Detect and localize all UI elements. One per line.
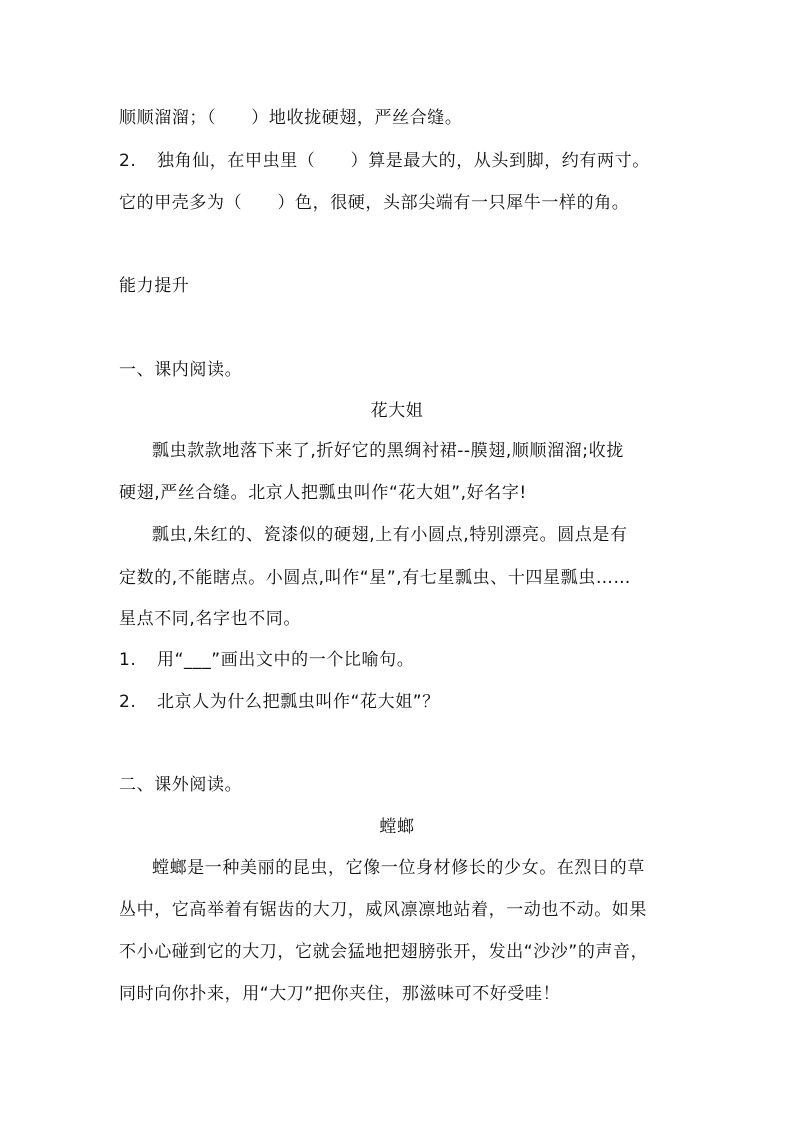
paragraph-line: 不小心碰到它的大刀，它就会猛地把翅膀张开，发出“沙沙”的声音， [119,942,649,962]
section-1-title: 花大姐 [370,401,424,421]
section-1-question-2 [119,690,440,714]
paragraph-line: 硬翅,严丝合缝。北京人把瓢虫叫作“花大姐”,好名字! [119,483,527,503]
paragraph-line: 瓢虫,朱红的、瓷漆似的硬翅,上有小圆点,特别漂亮。圆点是有 [152,525,628,545]
paragraph-line: 螳螂是一种美丽的昆虫，它像一位身材修长的少女。在烈日的草 [152,858,645,878]
question-number: 2. [119,151,137,171]
paragraph-line: 丛中，它高举着有锯齿的大刀，威风凛凛地站着，一动也不动。如果 [119,900,647,920]
question-number: 1. [119,650,137,670]
paragraph-line: 定数的,不能瞎点。小圆点,叫作“星”,有七星瓢虫、十四星瓢虫…… [119,568,632,588]
question-text: 用“___”画出文中的一个比喻句。 [157,650,415,670]
question-2-line-1 [119,149,650,173]
paragraph-line: 瓢虫款款地落下来了,折好它的黑绸衬裙--膜翅,顺顺溜溜;收拢 [152,441,624,461]
paragraph-line: 同时向你扑来，用“大刀”把你夹住，那滋味可不好受哇！ [119,984,561,1004]
paragraph-line: 星点不同,名字也不同。 [119,609,302,629]
fill-blank-line-1: 顺顺溜溜；（ ）地收拢硬翅，严丝合缝。 [119,108,463,128]
question-2-line-2: 它的甲壳多为（ ）色，很硬，头部尖端有一只犀牛一样的角。 [119,193,630,213]
section-1-question-1 [119,648,414,672]
section-1-heading: 一、课内阅读。 [119,360,243,380]
ability-heading: 能力提升 [119,276,190,296]
section-2-heading: 二、课外阅读。 [119,775,243,795]
question-text: 独角仙，在甲虫里（ ）算是最大的，从头到脚，约有两寸。 [157,151,650,171]
question-text: 北京人为什么把瓢虫叫作“花大姐”？ [157,692,440,712]
question-number: 2. [119,692,137,712]
section-2-title: 螳螂 [379,817,415,837]
